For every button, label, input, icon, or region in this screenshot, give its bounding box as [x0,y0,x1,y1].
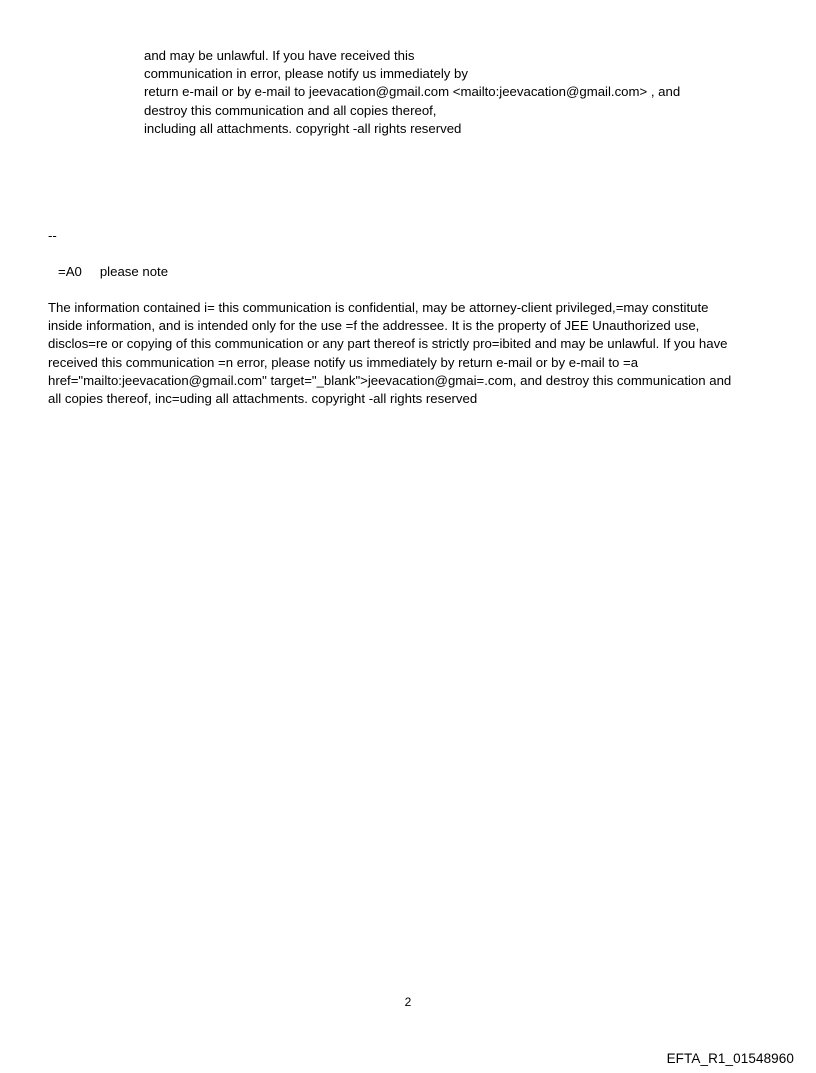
signature-separator: -- [48,228,57,243]
quoted-line: communication in error, please notify us immediately by [144,66,468,82]
quoted-line: destroy this communication and all copies thereof, [144,102,437,118]
note-prefix: =A0 [58,264,82,279]
disclaimer-line: href="mailto:jeevacation@gmail.com" target="_blank">jeevacation@gmai=.com, and destroy this communication and [48,372,732,388]
disclaimer-line: all copies thereof, inc=uding all attachments. copyright -all rights reserved [48,391,478,407]
quoted-line: and may be unlawful. If you have received this [144,48,415,63]
quoted-line: return e-mail or by e-mail to jeevacation@gmail.com <mailto:jeevacation@gmail.com> , and [144,84,681,100]
disclaimer-line: disclos=re or copying of this communication or any part thereof is strictly pro=ibited and may be unlawful. If you have [48,336,728,352]
page-number: 2 [404,995,412,1009]
note-line [58,263,168,281]
quoted-line: including all attachments. copyright -all rights reserved [144,120,462,136]
document-id-stamp: EFTA_R1_01548960 [666,1051,794,1066]
disclaimer-line: received this communication =n error, please notify us immediately by return e-mail or by e-mail to =a [48,354,639,370]
disclaimer-line: The information contained i= this communication is confidential, may be attorney-client privileged,=may constitute [48,300,709,315]
disclaimer-line: inside information, and is intended only for the use =f the addressee. It is the property of JEE Unauthorized use, [48,318,700,334]
quoted-disclaimer-block [144,47,784,138]
confidentiality-disclaimer [48,299,778,408]
note-text: please note [99,264,169,279]
